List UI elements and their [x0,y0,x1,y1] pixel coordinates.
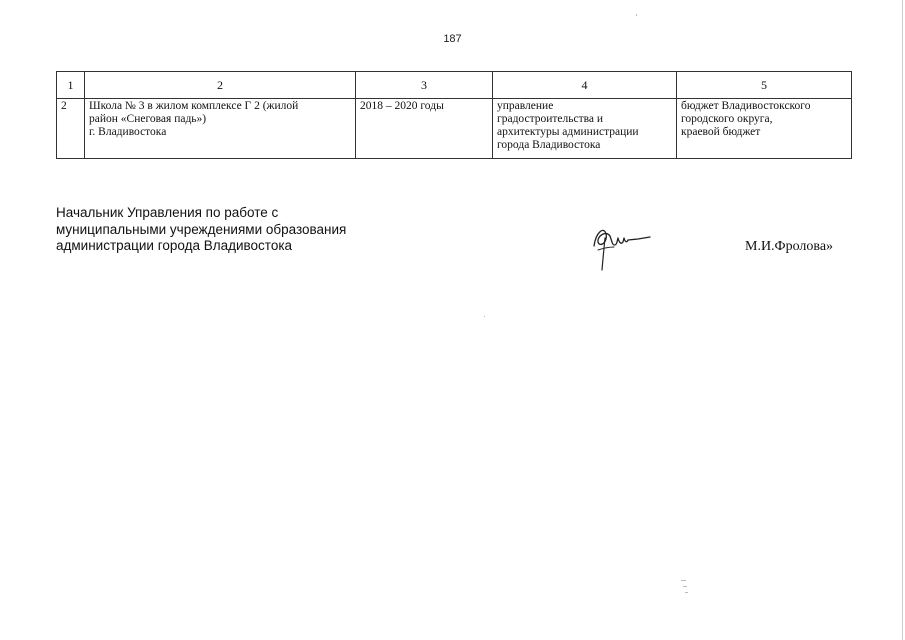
column-header-5: 5 [677,72,852,99]
column-header-3: 3 [356,72,493,99]
page-number: 187 [443,33,462,45]
table-header-row [57,72,852,99]
row-number-cell: 2 [57,99,85,159]
scan-speck [636,14,637,16]
funding-source-cell [677,99,852,159]
scan-speck [683,586,687,587]
scan-speck [681,580,686,581]
column-header-1: 1 [57,72,85,99]
column-header-2: 2 [85,72,356,99]
responsible-line: градостроительства и [497,113,604,125]
responsible-cell [493,99,677,159]
signatory-name: М.И.Фролова» [745,239,834,254]
funding-line: бюджет Владивостокского [681,100,811,112]
object-name-line: г. Владивостока [89,126,167,138]
column-header-4: 4 [493,72,677,99]
signatory-title-line: муниципальными учреждениями образования [56,221,347,237]
object-name-line: Школа № 3 в жилом комплексе Г 2 (жилой [89,100,299,112]
funding-line: краевой бюджет [681,126,761,138]
responsible-line: архитектуры администрации [497,126,639,138]
signatory-title-line: администрации города Владивостока [56,238,293,253]
signatory-title [56,205,386,255]
responsible-line: города Владивостока [497,139,601,151]
period-cell: 2018 – 2020 годы [356,99,493,159]
scan-speck [902,0,903,640]
scan-speck [484,316,485,317]
funding-line: городского округа, [681,113,773,125]
signatory-title-line: Начальник Управления по работе с [56,205,279,220]
responsible-line: управление [497,100,554,112]
object-name-line: район «Снеговая падь») [89,113,207,125]
object-name-cell [85,99,356,159]
handwritten-signature [590,212,660,274]
document-table [56,71,852,159]
table-row [57,99,852,159]
scan-speck [685,592,688,593]
